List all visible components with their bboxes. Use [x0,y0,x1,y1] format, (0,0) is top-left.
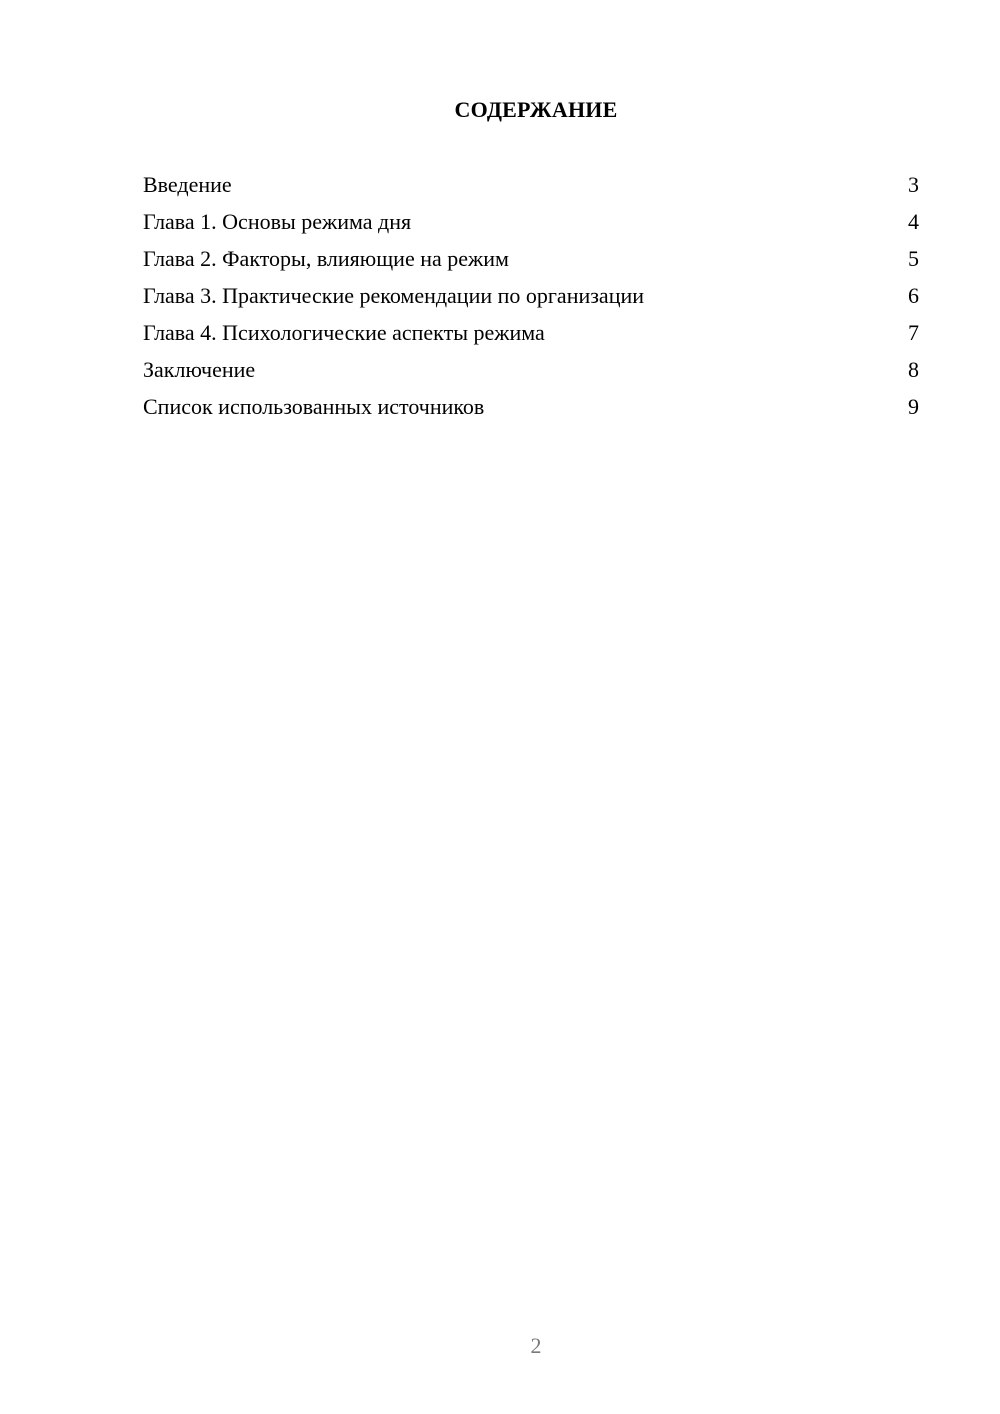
toc-entry-page: 5 [908,246,919,271]
toc-entry-references[interactable] [143,392,919,429]
toc-entry-page: 6 [908,283,919,308]
toc-entry-title: Глава 3. Практические рекомендации по организации [143,283,645,308]
toc-entry-chapter-1[interactable] [143,207,919,244]
toc-entry-title: Список использованных источников [143,394,485,419]
toc-entry-title: Введение [143,172,232,197]
toc-entry-conclusion[interactable] [143,355,919,392]
toc-entry-title: Глава 2. Факторы, влияющие на режим [143,246,509,271]
toc-entry-title: Заключение [143,357,256,382]
page-footer [0,1300,1000,1400]
page-number: 2 [530,1333,542,1358]
heading-area [0,0,1000,140]
toc-entry-chapter-2[interactable] [143,244,919,281]
toc-entry-title: Глава 4. Психологические аспекты режима [143,320,545,345]
toc-entry-chapter-3[interactable] [143,281,919,318]
toc-entry-page: 4 [908,209,919,234]
toc-entry-introduction[interactable] [143,170,919,207]
toc-entry-page: 7 [908,320,919,345]
table-of-contents [143,170,919,429]
toc-entry-chapter-4[interactable] [143,318,919,355]
toc-entry-page: 3 [908,172,919,197]
toc-entry-page: 9 [908,394,919,419]
toc-entry-page: 8 [908,357,919,382]
toc-heading: СОДЕРЖАНИЕ [454,97,618,122]
toc-entry-title: Глава 1. Основы режима дня [143,209,412,234]
